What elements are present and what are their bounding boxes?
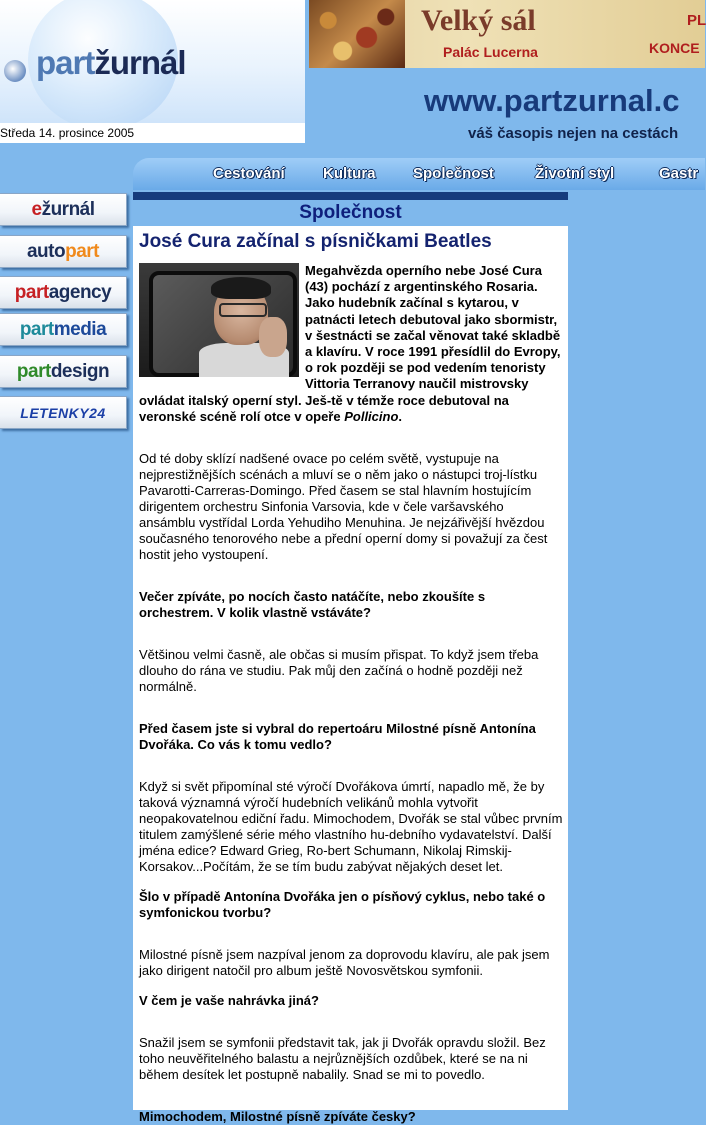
- sidebar-link-partmedia[interactable]: [0, 313, 127, 346]
- nav-item-gastro[interactable]: Gastr: [659, 165, 699, 182]
- interview-answer: Většinou velmi časně, ale občas si musím přispat. To když jsem třeba dlouho do rána ve studiu. Pak můj den začíná o hodně později než normálně.: [139, 647, 539, 695]
- logo-part: part: [36, 44, 95, 81]
- autopart-auto: auto: [26, 240, 66, 262]
- partmedia-part: part: [19, 318, 54, 340]
- site-url[interactable]: www.partzurnal.c: [424, 83, 680, 118]
- ezurnal-e: e: [31, 198, 42, 220]
- banner-food-photo: [309, 0, 405, 68]
- sidebar-link-ezurnal[interactable]: [0, 193, 127, 226]
- sidebar-link-partagency[interactable]: [0, 276, 127, 309]
- logo-dot-icon: [4, 60, 26, 82]
- logo-zurnal: žurnál: [94, 44, 186, 81]
- interview-answer: Milostné písně jsem nazpíval jenom za doprovodu klavíru, ale pak jsem jako dirigent natočil pro album ještě Novosvětskou symfonii.: [139, 947, 550, 979]
- sidebar-link-partdesign[interactable]: [0, 355, 127, 388]
- section-heading: Společnost: [133, 200, 568, 226]
- interview-question: Mimochodem, Milostné písně zpíváte česky?: [139, 1109, 416, 1125]
- nav-item-cestovani[interactable]: Cestování: [213, 165, 285, 182]
- partagency-agency: agency: [48, 281, 112, 303]
- photo-hand: [259, 317, 287, 357]
- photo-hair: [211, 277, 271, 299]
- lead-italic-title: Pollicino: [344, 408, 399, 424]
- banner-right-top-text: PL: [687, 12, 706, 29]
- site-tagline: váš časopis nejen na cestách: [468, 125, 679, 142]
- partagency-part: part: [14, 281, 49, 303]
- partdesign-design: design: [50, 360, 110, 382]
- photo-glasses: [219, 303, 267, 317]
- section-divider-bar: [133, 192, 568, 200]
- interview-answer: Snažil jsem se symfonii představit tak, jak ji Dvořák opravdu složil. Bez toho neuvěřitelného balastu a nejrůznějších ozdůbek, které se na ni během desítek let postupně nabalily. Snad se mi to povedlo.: [139, 1035, 546, 1083]
- autopart-part: part: [65, 240, 99, 262]
- site-header: [0, 0, 705, 158]
- interview-question: Šlo v případě Antonína Dvořáka jen o písňový cyklus, nebo také o symfonickou tvorbu?: [139, 889, 546, 921]
- nav-item-kultura[interactable]: Kultura: [323, 165, 376, 182]
- nav-item-spolecnost[interactable]: Společnost: [413, 165, 494, 182]
- banner-title: Velký sál: [421, 4, 536, 37]
- interview-question: Před časem jste si vybral do repertoáru Milostné písně Antonína Dvořáka. Co vás k tomu vedlo?: [139, 721, 536, 753]
- article-paragraph: Od té doby sklízí nadšené ovace po celém světě, vystupuje na nejprestižnějších scénách a mluví se o něm jako o nástupci troj-lístku Pavarotti-Carreras-Domingo. Před časem se stal hlavním hostujícím dirigentem orchestru Sinfonia Varsovia, kde v čele varšavského ansámblu vystřídal Lorda Yehudiho Menuhina. Je nejzářivější hvězdou současného tenorového nebe a přední operní domy si považují za čest hostit jeho vystoupení.: [139, 451, 548, 563]
- logo-panel: [0, 0, 305, 123]
- partmedia-media: media: [53, 318, 107, 340]
- article-title: José Cura začínal s písničkami Beatles: [139, 231, 492, 252]
- main-nav: [133, 158, 705, 190]
- partdesign-part: part: [16, 360, 51, 382]
- sidebar-link-letenky24[interactable]: [0, 396, 127, 429]
- interview-answer: Když si svět připomínal sté výročí Dvořákova úmrtí, napadlo mě, že by taková významná výročí hudebních velikánů mohla vytvořit neopakovatelnou ediční řadu. Mimochodem, Dvořák se stal vůbec prvním titulem zamýšlené série mého vlastního hu-debního vydavatelství. Další jména edice? Edward Grieg, Ro-bert Schumann, Nikolaj Rimskij-Korsakov...Počítám, že se tím budu zabývat nějakých deset let.: [139, 779, 563, 875]
- ad-banner[interactable]: [309, 0, 705, 68]
- article-photo: [139, 263, 299, 377]
- sidebar-link-autopart[interactable]: [0, 235, 127, 268]
- lead-end: .: [398, 408, 403, 424]
- current-date: Středa 14. prosince 2005: [0, 123, 305, 143]
- banner-right-bottom-text: KONCE: [649, 40, 700, 56]
- interview-question: V čem je vaše nahrávka jiná?: [139, 993, 319, 1009]
- letenky24-logo-text: LETENKY24: [20, 404, 106, 421]
- interview-question: Večer zpíváte, po nocích často natáčíte, nebo zkoušíte s orchestrem. V kolik vlastně vstáváte?: [139, 589, 486, 621]
- nav-item-zivotni-styl[interactable]: Životní styl: [535, 165, 615, 182]
- article: [133, 226, 568, 1125]
- ezurnal-rest: žurnál: [41, 198, 95, 220]
- site-logo[interactable]: [36, 44, 186, 82]
- lead-text: Megahvězda operního nebe José Cura (43) pochází z argentinského Rosaria. Jako hudebník začínal s kytarou, v patnácti letech debutoval jako sbormistr, v šestnácti se začal věnovat také skladbě a klavíru. V roce 1991 přesídlil do Evropy, o rok později se pod vedením tenoristy Vittoria Terranovy naučil mistrovsky ovládat italský operní styl. Ješ-tě v témže roce debutoval na veronské scéně rolí otce v opeře: [139, 263, 561, 424]
- banner-subtitle: Palác Lucerna: [443, 44, 538, 60]
